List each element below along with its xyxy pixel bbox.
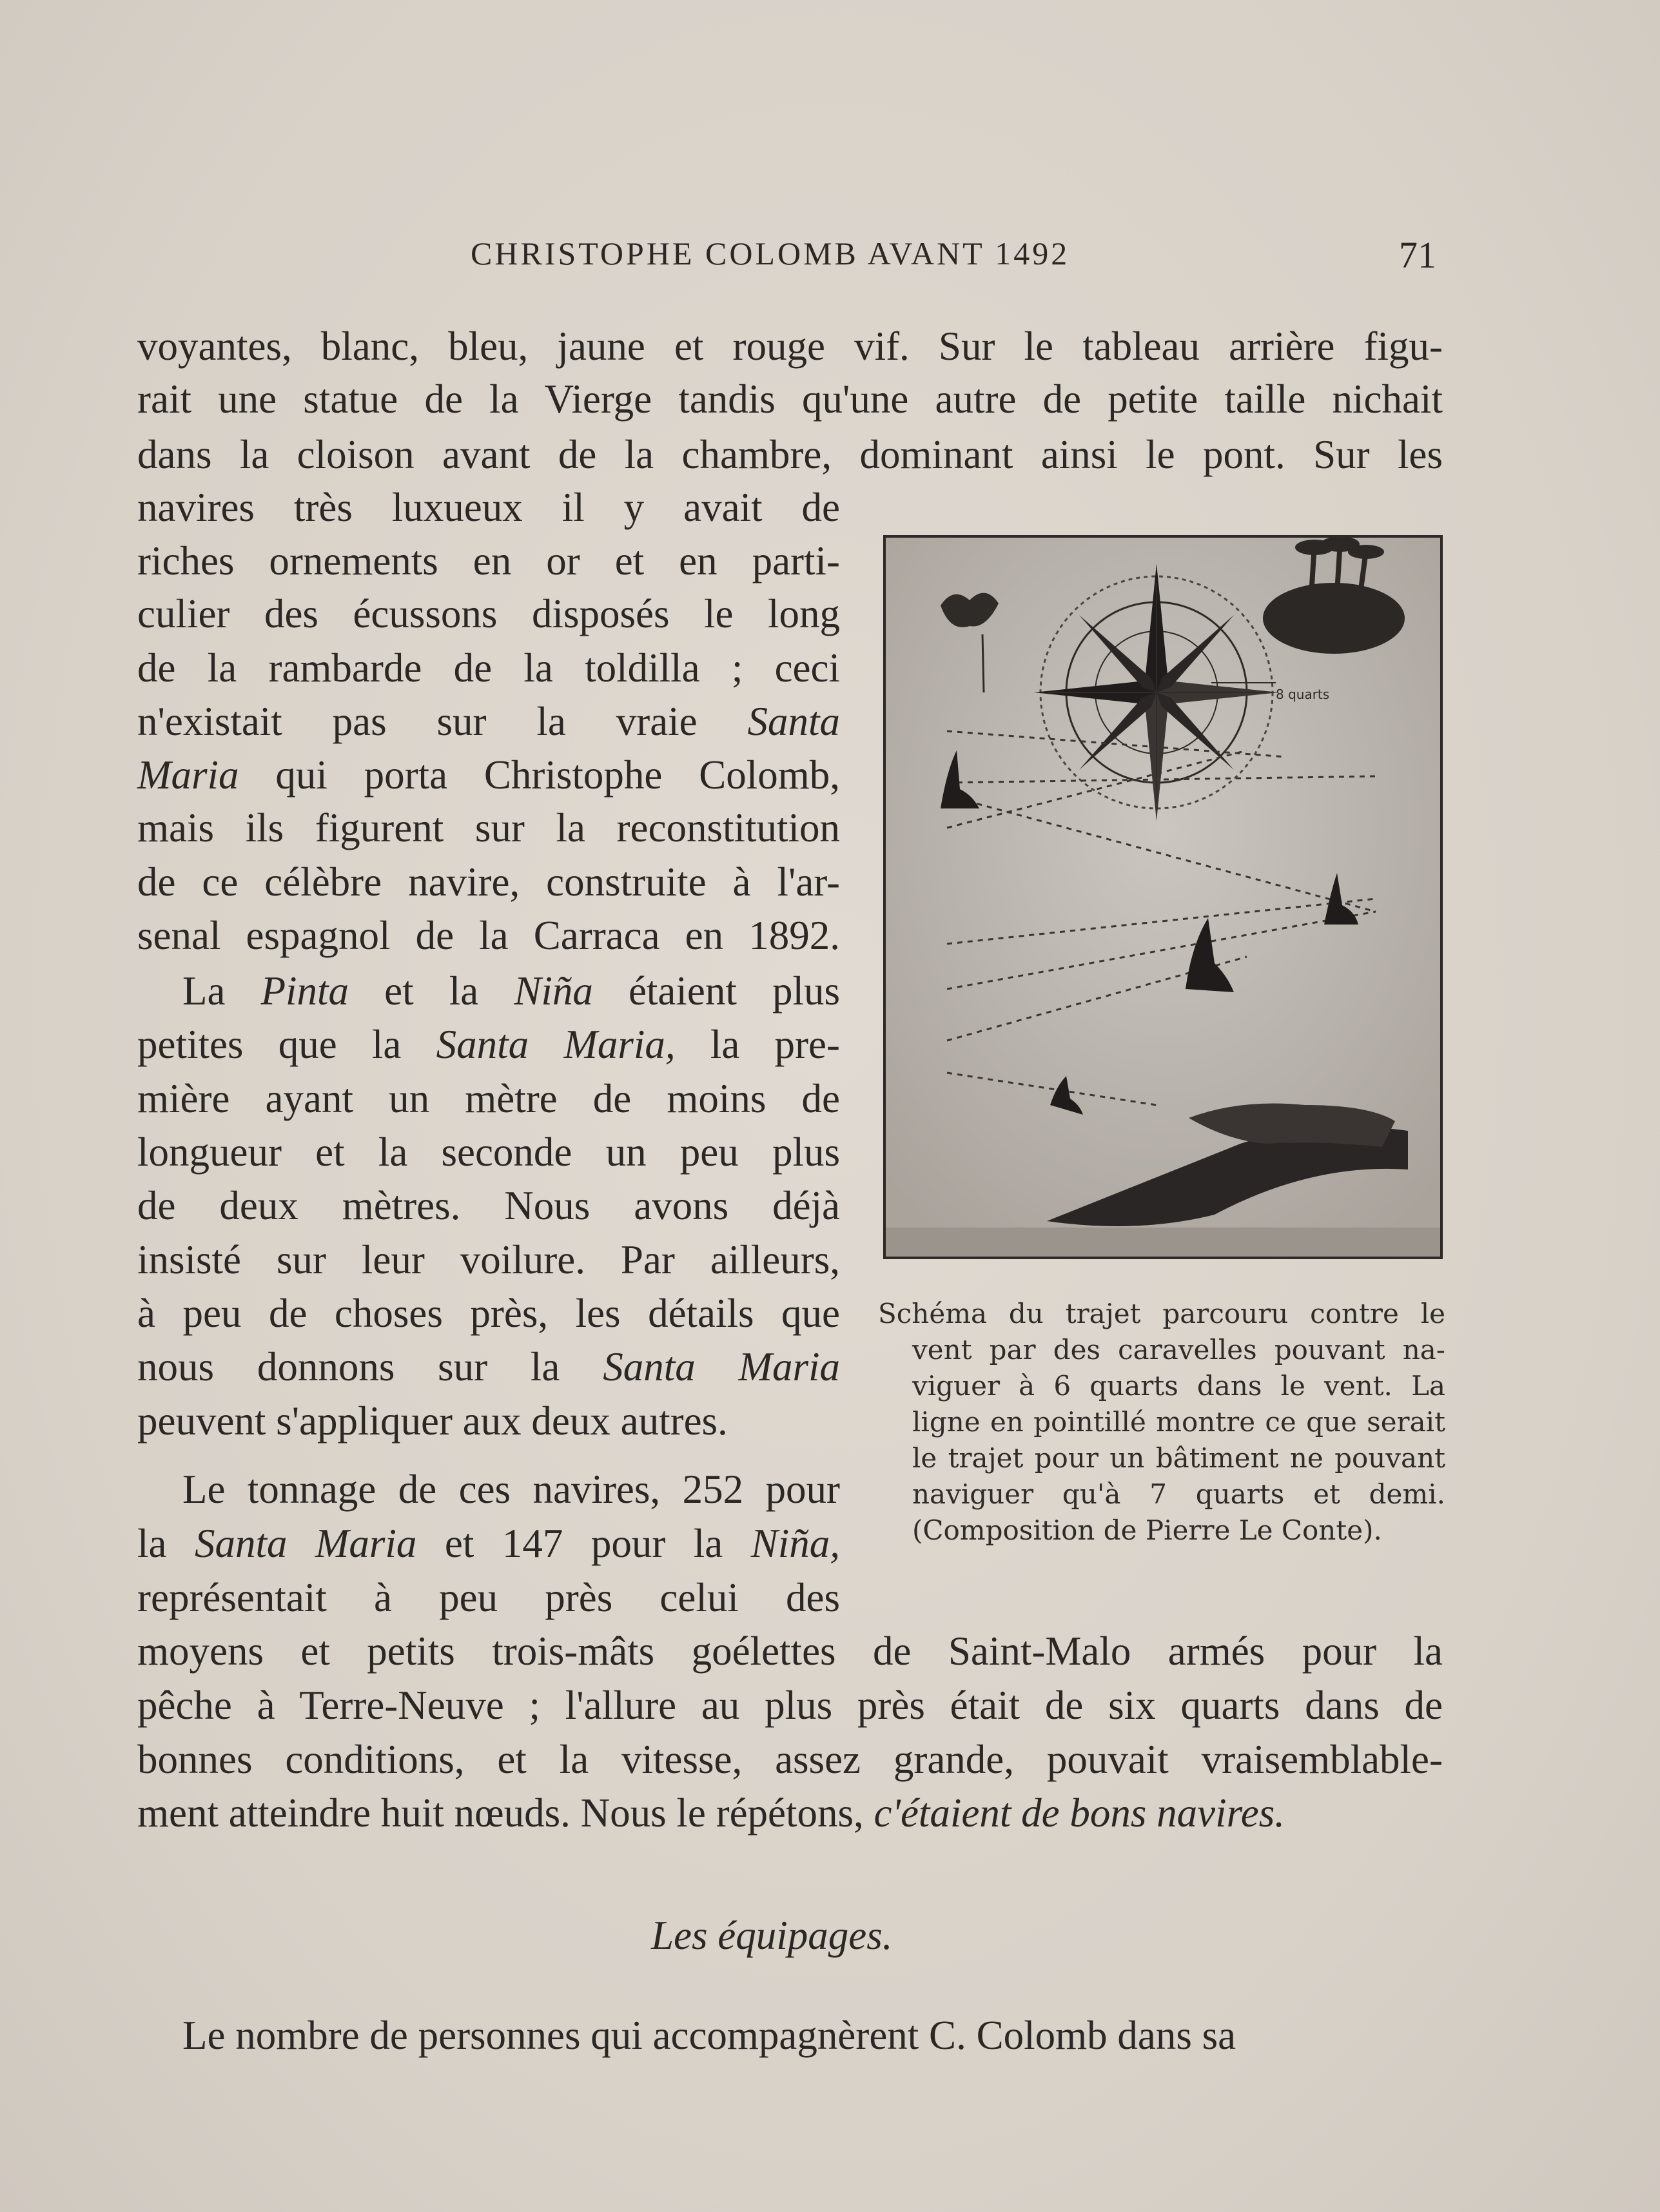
body-line [137,319,1443,373]
body-line [137,1394,840,1448]
text-segment: et la [349,968,514,1013]
italic-text: Santa Maria, [436,1022,676,1067]
text-segment: riches ornements en or et en parti- [137,538,840,583]
body-line [137,694,840,749]
italic-text: Santa [747,699,840,744]
text-segment: qui porta Christophe Colomb, [239,752,840,798]
caption-line: le trajet pour un bâtiment ne pouvant [912,1442,1445,1474]
text-segment: étaient plus [592,968,840,1013]
text-segment: mière ayant un mètre de moins de [137,1076,840,1121]
body-line [137,1233,840,1287]
text-segment: de deux mètres. Nous avons déjà [137,1183,840,1228]
text-segment: pêche à Terre-Neuve ; l'allure au plus près était de six quarts dans de [137,1683,1443,1728]
body-line [137,427,1443,482]
text-segment: Le tonnage de ces navires, 252 pour [182,1467,840,1512]
body-line [137,1571,840,1625]
text-segment: peuvent s'appliquer aux deux autres. [137,1398,728,1444]
text-segment: culier des écussons disposés le long [137,591,840,636]
text-segment: voyantes, blanc, bleu, jaune et rouge vif. Sur le tableau arrière figu- [137,324,1443,369]
body-line [182,964,840,1018]
text-segment: de ce célèbre navire, construite à l'ar- [137,859,840,905]
text-segment: petites que la [137,1022,436,1067]
body-line [137,1516,840,1571]
figure-label: 8 quarts [1276,687,1330,702]
caption-line: vent par des caravelles pouvant na- [912,1334,1445,1365]
body-line [137,1072,840,1126]
text-segment: représentait à peu près celui des [137,1575,840,1620]
caption-line: (Composition de Pierre Le Conte). [912,1514,1382,1546]
text-segment: La [182,968,261,1013]
body-line [137,1786,1443,1840]
text-segment: de la rambarde de la toldilla ; ceci [137,645,840,690]
text-segment: dans la cloison avant de la chambre, dominant ainsi le pont. Sur les [137,432,1443,477]
text-segment: senal espagnol de la Carraca en 1892. [137,913,840,958]
text-segment: la pre- [675,1022,840,1067]
section-heading: Les équipages. [651,1913,893,1958]
body-line [137,748,840,802]
text-segment: rait une statue de la Vierge tandis qu'une autre de petite taille nichait [137,377,1443,422]
text-segment: longueur et la seconde un peu plus [137,1130,840,1175]
body-line [137,855,840,909]
body-line [137,1340,840,1394]
navigation-diagram-figure [883,535,1443,1259]
caption-line: ligne en pointillé montre ce que serait [912,1406,1445,1438]
closing-line: Le nombre de personnes qui accompagnèrent C. Colomb dans sa [182,2013,1236,2058]
italic-text: Niña [514,968,593,1013]
italic-text: Santa Maria [603,1344,840,1389]
body-line [137,587,840,641]
caption-line: Schéma du trajet parcouru contre le [878,1298,1445,1329]
body-line [137,1624,1443,1678]
body-line [137,372,1443,426]
text-segment: navires très luxueux il y avait de [137,485,840,530]
text-segment: nous donnons sur la [137,1344,603,1389]
italic-text: Niña, [750,1521,840,1566]
page-number: 71 [1399,234,1436,276]
italic-text: Maria [137,752,239,798]
body-line [137,641,840,695]
body-line [137,1678,1443,1732]
text-segment: ment atteindre huit nœuds. Nous le répétons, [137,1790,874,1835]
body-line [137,480,840,534]
body-line [137,1732,1443,1786]
italic-text: c'étaient de bons navires. [874,1790,1285,1835]
body-line [137,908,840,963]
text-segment: la [137,1521,195,1566]
caption-line: naviguer qu'à 7 quarts et demi. [912,1478,1445,1510]
text-segment: n'existait pas sur la vraie [137,699,748,744]
italic-text: Pinta [260,968,349,1013]
body-line [137,1179,840,1233]
body-line [137,1286,840,1340]
navigation-diagram [886,538,1440,1257]
text-segment: mais ils figurent sur la reconstitution [137,805,840,850]
body-line [182,1462,840,1516]
text-segment: insisté sur leur voilure. Par ailleurs, [137,1237,840,1282]
text-segment: et 147 pour la [416,1521,751,1566]
body-line [137,534,840,588]
body-line [137,1125,840,1179]
caption-line: viguer à 6 quarts dans le vent. La [912,1370,1445,1402]
text-segment: bonnes conditions, et la vitesse, assez grande, pouvait vraisemblable- [137,1737,1443,1782]
body-line [137,801,840,855]
text-segment: moyens et petits trois-mâts goélettes de Saint-Malo armés pour la [137,1629,1443,1674]
italic-text: Santa Maria [194,1521,417,1566]
body-line [137,1017,840,1072]
text-segment: à peu de choses près, les détails que [137,1291,840,1336]
running-header: CHRISTOPHE COLOMB AVANT 1492 [471,235,1070,271]
